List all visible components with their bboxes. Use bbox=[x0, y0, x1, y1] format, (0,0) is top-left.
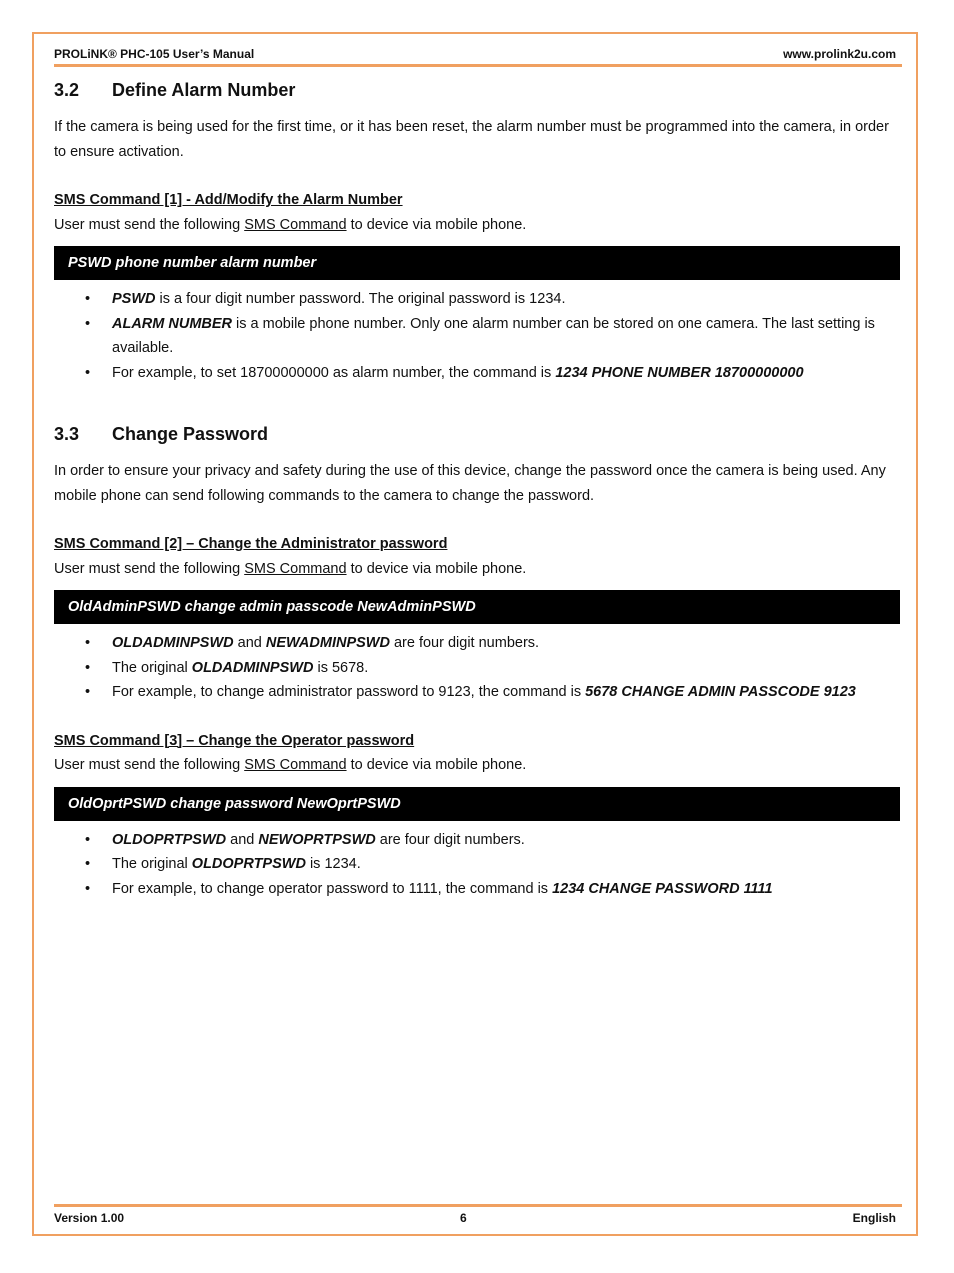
header-url[interactable]: www.prolink2u.com bbox=[783, 47, 896, 61]
list-item: • For example, to set 18700000000 as alarm number, the command is 1234 PHONE NUMBER 18700000000 bbox=[112, 361, 900, 386]
sms-command-link[interactable]: SMS Command bbox=[244, 560, 347, 577]
section-heading-3-3: 3.3 Change Password bbox=[54, 424, 269, 444]
list-item: • The original OLDADMINPSWD is 5678. bbox=[112, 656, 900, 681]
list-item: • For example, to change administrator password to 9123, the command is 5678 CHANGE ADMIN PASSCODE 9123 bbox=[112, 680, 900, 705]
section-heading-3-2: 3.2 Define Alarm Number bbox=[54, 80, 296, 100]
section-paragraph: If the camera is being used for the first time, or it has been reset, the alarm number must be programmed into the camera, in order to ensure activation. bbox=[54, 119, 889, 160]
send-instruction: User must send the following SMS Command to device via mobile phone. bbox=[54, 216, 527, 233]
send-instruction: User must send the following SMS Command to device via mobile phone. bbox=[54, 560, 527, 577]
sms-command-1-title: SMS Command [1] - Add/Modify the Alarm Number bbox=[54, 192, 403, 208]
footer-divider bbox=[54, 1204, 902, 1207]
list-item: • PSWD is a four digit number password. The original password is 1234. bbox=[112, 287, 900, 312]
footer-language: English bbox=[852, 1211, 896, 1225]
bullet-list bbox=[54, 828, 900, 902]
list-item: • For example, to change operator password to 1111, the command is 1234 CHANGE PASSWORD 1111 bbox=[112, 877, 900, 902]
sms-command-link[interactable]: SMS Command bbox=[244, 757, 347, 773]
header-title: PROLiNK® PHC-105 User’s Manual bbox=[54, 47, 255, 61]
command-bar: OldAdminPSWD change admin passcode NewAdminPSWD bbox=[54, 590, 900, 624]
bullet-list bbox=[54, 287, 900, 385]
list-item: • ALARM NUMBER is a mobile phone number. Only one alarm number can be stored on one camera. The last setting is available. bbox=[112, 312, 900, 361]
command-bar: OldOprtPSWD change password NewOprtPSWD bbox=[54, 787, 900, 821]
sms-command-3-title: SMS Command [3] – Change the Operator password bbox=[54, 732, 415, 749]
page-number: 6 bbox=[460, 1211, 467, 1225]
main-content bbox=[54, 78, 900, 901]
header-divider bbox=[54, 64, 902, 67]
sms-command-link[interactable]: SMS Command bbox=[244, 216, 347, 233]
list-item: • OLDOPRTPSWD and NEWOPRTPSWD are four digit numbers. bbox=[112, 828, 900, 853]
send-instruction: User must send the following SMS Command to device via mobile phone. bbox=[54, 757, 527, 773]
sms-command-2-title: SMS Command [2] – Change the Administrator password bbox=[54, 536, 448, 552]
section-paragraph: In order to ensure your privacy and safety during the use of this device, change the password once the camera is being used. Any mobile phone can send following commands to the camera to change the password. bbox=[54, 463, 886, 504]
command-bar: PSWD phone number alarm number bbox=[54, 246, 900, 280]
bullet-list bbox=[54, 631, 900, 705]
list-item: • The original OLDOPRTPSWD is 1234. bbox=[112, 852, 900, 877]
list-item: • OLDADMINPSWD and NEWADMINPSWD are four digit numbers. bbox=[112, 631, 900, 656]
footer-version: Version 1.00 bbox=[54, 1211, 125, 1225]
